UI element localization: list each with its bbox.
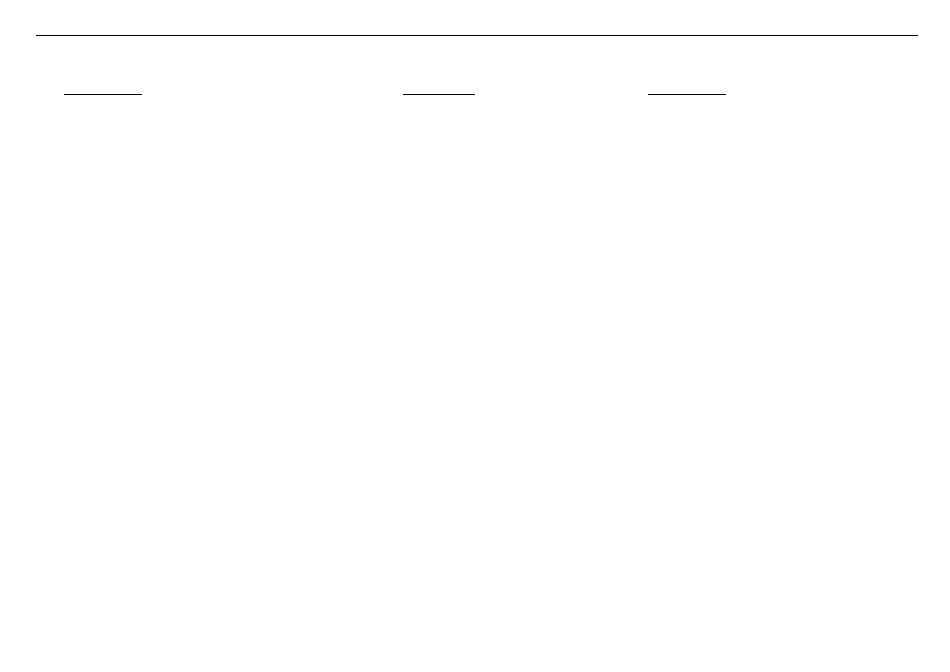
- month-week-field[interactable]: [403, 80, 475, 95]
- date-underline: [648, 82, 726, 95]
- dept-underline: [64, 82, 142, 95]
- dept-field[interactable]: [64, 80, 142, 95]
- header-divider: [36, 35, 918, 36]
- week-underline: [443, 82, 475, 95]
- date-field[interactable]: [648, 80, 726, 95]
- month-underline: [403, 82, 443, 95]
